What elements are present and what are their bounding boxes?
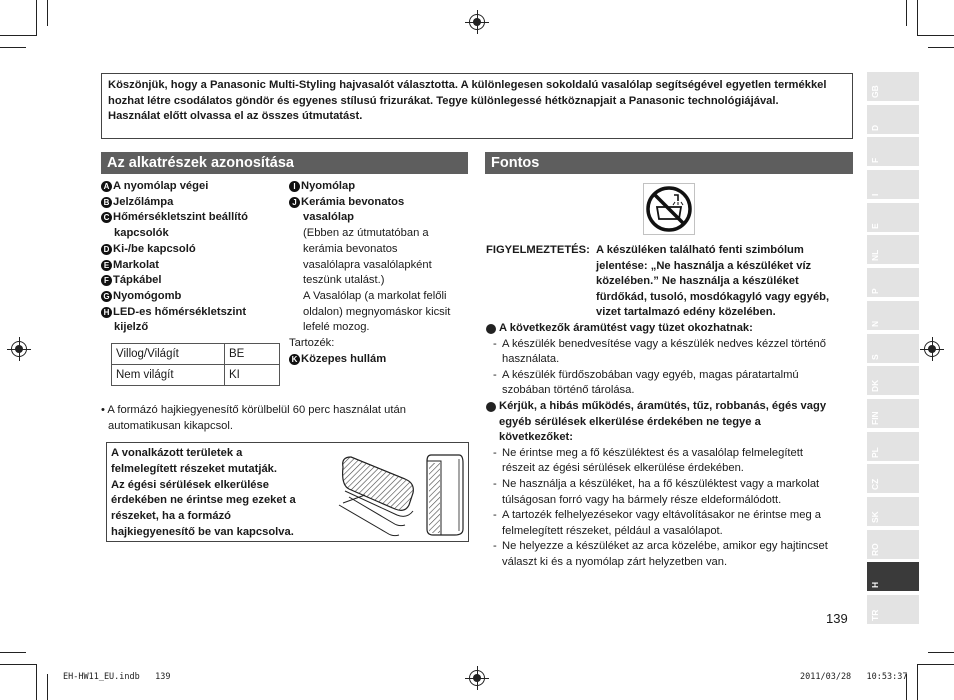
crop-mark xyxy=(928,47,954,48)
bullet-item: A következők áramütést vagy tüzet okozhatnak: xyxy=(486,321,852,337)
part-label: Jelzőlámpa xyxy=(113,195,174,208)
hot-area-text xyxy=(111,446,331,541)
warning-label: FIGYELMEZTETÉS: xyxy=(486,244,590,256)
hot-area-line: hajkiegyenesítő be van kapcsolva. xyxy=(111,525,294,538)
warning-line: vizet tartalmazó edény közelében. xyxy=(596,306,776,319)
bullet-line: egyéb sérülések elkerülése érdekében ne tegye a xyxy=(499,415,761,428)
dash-item xyxy=(486,477,852,508)
warning-line: jelentése: „Ne használja a készüléket víz xyxy=(596,259,812,272)
no-water-symbol-icon xyxy=(643,183,695,235)
registration-mark xyxy=(924,341,940,357)
page-number: 139 xyxy=(826,611,848,626)
hot-area-line: felmelegített részeket mutatják. xyxy=(111,462,278,475)
tab-p[interactable] xyxy=(867,268,919,297)
part-item xyxy=(101,305,286,321)
table-cell: Nem világít xyxy=(112,365,225,386)
tab-label: SK xyxy=(870,511,880,523)
bullet-line: következőket: xyxy=(499,431,573,444)
badge-d: D xyxy=(101,244,112,255)
note-line: • A formázó hajkiegyenesítő körülbelül 60 perc használat után xyxy=(101,404,406,416)
badge-a: A xyxy=(101,181,112,192)
crop-mark xyxy=(918,35,954,36)
crop-mark xyxy=(36,0,37,36)
crop-mark xyxy=(917,0,918,36)
tab-label: I xyxy=(870,193,880,197)
tab-ro[interactable] xyxy=(867,530,919,559)
crop-mark xyxy=(928,652,954,653)
crop-mark xyxy=(0,47,26,48)
tab-f[interactable] xyxy=(867,137,919,166)
crop-mark xyxy=(906,0,907,26)
language-tabs xyxy=(867,72,919,628)
part-item xyxy=(289,352,469,368)
badge-k: K xyxy=(289,354,300,365)
table-row xyxy=(112,344,280,365)
badge-c: C xyxy=(101,212,112,223)
part-item xyxy=(101,210,286,226)
hot-area-line: érdekében ne érintse meg ezeket a xyxy=(111,494,296,507)
tab-fin[interactable] xyxy=(867,399,919,428)
dash-line: - A készülék fürdőszobában vagy egyéb, magas páratartalmú xyxy=(502,368,799,381)
part-label: vasalólap xyxy=(303,211,354,224)
tab-s[interactable] xyxy=(867,334,919,363)
part-note: kerámia bevonatos xyxy=(303,242,398,255)
part-label: Tápkábel xyxy=(113,274,162,287)
tab-nl[interactable] xyxy=(867,235,919,264)
part-label: kapcsolók xyxy=(114,227,169,240)
dash-line: használata. xyxy=(502,353,560,366)
tab-label: D xyxy=(870,124,880,131)
parts-heading: Az alkatrészek azonosítása xyxy=(101,152,468,174)
part-label: A nyomólap végei xyxy=(113,180,209,192)
part-item xyxy=(101,226,286,242)
dash-line: részeit az égési sérülések elkerülése érdekében. xyxy=(502,462,744,475)
part-label: kijelző xyxy=(114,321,149,334)
badge-j: J xyxy=(289,197,300,208)
tab-e[interactable] xyxy=(867,203,919,232)
crop-mark xyxy=(917,664,918,700)
tab-label: RO xyxy=(870,542,880,556)
footer-file-info: EH-HW11_EU.indb 139 xyxy=(63,672,171,682)
part-item xyxy=(101,320,286,336)
accessory-label: Tartozék: xyxy=(289,337,335,350)
part-label: Ki-/be kapcsoló xyxy=(113,242,196,255)
part-item xyxy=(101,273,286,289)
part-note: oldalon) megnyomáskor kicsit xyxy=(303,305,451,318)
footer-datetime: 2011/03/28 10:53:37 xyxy=(800,672,908,682)
table-row xyxy=(112,365,280,386)
part-note: lefelé mozog. xyxy=(303,321,370,334)
dash-item xyxy=(486,539,852,570)
hot-area-line: részeket, ha a formázó xyxy=(111,510,232,523)
part-note: vasalólapra vasalólapként xyxy=(303,258,432,271)
registration-mark xyxy=(11,341,27,357)
part-label: LED-es hőmérsékletszint xyxy=(113,305,247,318)
part-item xyxy=(101,289,286,305)
tab-gb[interactable] xyxy=(867,72,919,101)
tab-label: E xyxy=(870,223,880,229)
hot-area-line: A vonalkázott területek a xyxy=(111,447,243,459)
parts-list-right xyxy=(289,179,469,367)
crop-mark xyxy=(36,664,37,700)
led-state-table xyxy=(111,343,280,386)
badge-h: H xyxy=(101,307,112,318)
dash-line: választ ki és a nyomólap zárt helyzetben van. xyxy=(502,555,728,568)
dash-item xyxy=(486,368,852,399)
tab-label: F xyxy=(870,158,880,164)
warning-line: fürdőkád, tusoló, mosdókagyló vagy egyéb, xyxy=(596,290,830,303)
crop-mark xyxy=(918,664,954,665)
badge-e: E xyxy=(101,260,112,271)
tab-n[interactable] xyxy=(867,301,919,330)
tab-label: TR xyxy=(870,609,880,621)
dash-line: szobában történő tárolása. xyxy=(502,384,635,397)
dash-line: - A tartozék felhelyezésekor vagy eltávolításakor ne érintse meg a xyxy=(502,509,822,522)
dash-item xyxy=(486,337,852,368)
tab-pl[interactable] xyxy=(867,432,919,461)
part-label: Hőmérsékletszint beállító xyxy=(113,211,248,224)
dash-line: felmelegített részeket, például a vasalólapot. xyxy=(502,524,723,537)
tab-i[interactable] xyxy=(867,170,919,199)
part-item xyxy=(101,179,286,195)
tab-label: DK xyxy=(870,379,880,393)
part-label: Közepes hullám xyxy=(301,352,387,365)
bullet-line: Kérjük, a hibás működés, áramütés, tűz, robbanás, égés vagy xyxy=(499,399,827,412)
tab-label: PL xyxy=(870,446,880,458)
table-cell: BE xyxy=(225,344,280,365)
hot-area-line: Az égési sérülések elkerülése xyxy=(111,478,269,491)
table-cell: KI xyxy=(225,365,280,386)
part-label: Nyomólap xyxy=(301,180,356,192)
auto-off-note xyxy=(101,403,471,435)
registration-mark xyxy=(469,14,485,30)
tab-cz[interactable] xyxy=(867,464,919,493)
part-label: Nyomógomb xyxy=(113,289,182,302)
dash-line: túlságosan forró vagy ha bármely része eldeformálódott. xyxy=(502,493,782,506)
registration-mark xyxy=(469,670,485,686)
dash-line: - Ne érintse meg a fő készüléktest és a vasalólap felmelegített xyxy=(502,446,803,459)
note-line: automatikusan kikapcsol. xyxy=(108,419,233,432)
badge-b: B xyxy=(101,197,112,208)
part-item xyxy=(101,242,286,258)
tab-dk[interactable] xyxy=(867,366,919,395)
badge-f: F xyxy=(101,275,112,286)
part-note: teszünk utalást.) xyxy=(303,274,385,287)
tab-label: CZ xyxy=(870,478,880,491)
tab-label: GB xyxy=(870,85,880,98)
part-label: Kerámia bevonatos xyxy=(301,195,405,208)
intro-text: Köszönjük, hogy a Panasonic Multi-Styling hajvasalót választotta. A különlegesen sokoldalú vasalólap segítségével egyetlen termékkel hozhat létre csodálatos göndör és egyenes stílusú frizurákat. Tegye különlegessé hétköznapjait a Panasonic technológiájával. xyxy=(108,79,827,107)
tab-label: P xyxy=(870,288,880,295)
dash-item xyxy=(486,508,852,539)
intro-read-note: Használat előtt olvassa el az összes útmutatást. xyxy=(108,110,363,123)
part-item xyxy=(289,179,469,195)
crop-mark xyxy=(47,0,48,26)
part-item xyxy=(101,195,286,211)
crop-mark xyxy=(0,664,36,665)
dash-line: - A készülék benedvesítése vagy a készülék nedves kézzel történő xyxy=(502,337,827,350)
tab-label: S xyxy=(870,353,880,360)
hair-straightener-illustration xyxy=(335,449,467,539)
tab-sk[interactable] xyxy=(867,497,919,526)
tab-label: FIN xyxy=(870,411,880,425)
tab-tr[interactable] xyxy=(867,595,919,624)
tab-h[interactable] xyxy=(867,562,919,591)
badge-g: G xyxy=(101,291,112,302)
part-label: Markolat xyxy=(113,258,160,271)
important-heading: Fontos xyxy=(485,152,853,174)
hot-area-box xyxy=(106,442,469,542)
table-cell: Villog/Világít xyxy=(112,344,225,365)
warning-line: közelében.” Ne használja a készüléket xyxy=(596,275,799,288)
warning-line: A készüléken található fenti szimbólum xyxy=(596,244,804,256)
dash-line: - Ne helyezze a készüléket az arca közelébe, amikor egy hajtincset xyxy=(502,540,828,553)
badge-i: I xyxy=(289,181,300,192)
part-note: (Ebben az útmutatóban a xyxy=(303,227,429,240)
warning-block xyxy=(486,243,852,570)
tab-d[interactable] xyxy=(867,105,919,134)
intro-box xyxy=(101,73,853,139)
dash-line: - Ne használja a készüléket, ha a fő készüléktest vagy a markolat xyxy=(502,477,820,490)
part-note: A Vasalólap (a markolat felőli xyxy=(303,289,447,302)
bullet-item xyxy=(486,399,852,446)
crop-mark xyxy=(0,35,36,36)
tab-label: N xyxy=(870,320,880,327)
part-item xyxy=(101,258,286,274)
tab-label: NL xyxy=(870,250,880,262)
crop-mark xyxy=(47,674,48,700)
tab-label: H xyxy=(870,582,880,589)
parts-list-left xyxy=(101,179,286,336)
dash-item xyxy=(486,446,852,477)
crop-mark xyxy=(0,652,26,653)
part-item xyxy=(289,195,469,211)
